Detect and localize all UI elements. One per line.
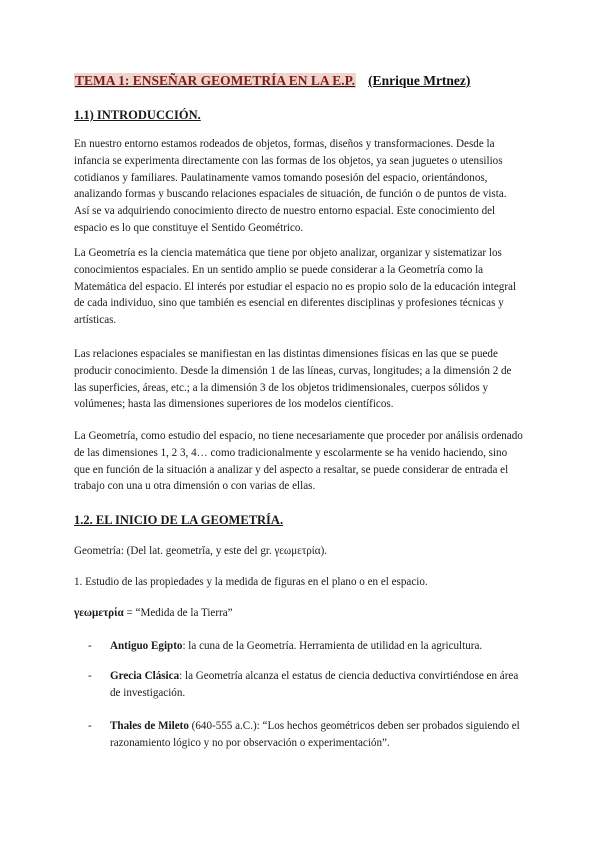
bullet-greece [110,668,530,702]
paragraph-3: Las relaciones espaciales se manifiestan en las distintas dimensiones físicas en las que se puede producir conocimiento. Desde la dimensión 1 de las líneas, curvas, longitudes; a la dimensión 2 de las superficies, áreas, etc.; a la dimensión 3 de los objetos tridimensionales, cuerpos sólidos y volúmenes; hasta las dimensiones superiores de los modelos científicos. [74,348,512,411]
bullet-rest: (640-555 a.C.): “Los hechos geométricos deben ser probados siguiendo el razonamiento lógico y no por observación o experimentación”. [110,720,520,749]
bullet-egypt [110,638,530,655]
bullet-dash: - [88,640,92,652]
bullet-term: Grecia Clásica [110,670,180,682]
geometry-definition: Geometría: (Del lat. geometrĭa, y este del gr. γεωμετρία). [74,545,328,557]
bullet-term: Antiguo Egipto [110,640,183,652]
geometry-meaning: 1. Estudio de las propiedades y la medida de figuras en el plano o en el espacio. [74,576,428,588]
paragraph-4: La Geometría, como estudio del espacio, no tiene necesariamente que proceder por análisis ordenado de las dimensiones 1, 2 3, 4… como tradicionalmente y escolarmente se ha venido haciendo, sino que en función de la situación a analizar y del aspecto a resaltar, se puede considerar de entrada el trabajo con una u otra dimensión o con varias de ellas. [74,430,523,493]
etymology-rest: = “Medida de la Tierra” [123,607,233,619]
section-1-heading: 1.1) INTRODUCCIÓN. [74,108,201,122]
etymology-term: γεωμετρία [74,607,124,619]
title-main: TEMA 1: ENSEÑAR GEOMETRÍA EN LA E.P. [75,73,356,88]
bullet-thales [110,718,530,752]
bullet-rest: : la Geometría alcanza el estatus de ciencia deductiva convirtiéndose en área de investigación. [110,670,519,699]
document-title [74,73,470,89]
paragraph-2: La Geometría es la ciencia matemática que tiene por objeto analizar, organizar y sistematizar los conocimientos espaciales. En un sentido amplio se puede considerar a la Geometría como la Matemática del espacio. El interés por estudiar el espacio no es propio solo de la educación integral de cada individuo, sino que también es esencial en diferentes disciplinas y profesiones técnicas y artísticas. [74,247,517,327]
bullet-dash: - [88,720,92,732]
paragraph-1: En nuestro entorno estamos rodeados de objetos, formas, diseños y transformaciones. Desde la infancia se experimenta directamente con las formas de los objetos, ya sean juguetes o utensilios cotidianos y familiares. Paulatinamente vamos tomando posesión del espacio, orientándonos, analizando formas y buscando relaciones espaciales de situación, de función o de puntos de vista. Así se va adquiriendo conocimiento directo de nuestro entorno espacial. Este conocimiento del espacio es lo que constituye el Sentido Geométrico. [74,138,507,234]
title-author: (Enrique Mrtnez) [368,73,471,88]
bullet-term: Thales de Mileto [110,720,189,732]
geometry-etymology [74,607,233,619]
bullet-dash: - [88,670,92,682]
section-2-heading: 1.2. EL INICIO DE LA GEOMETRÍA. [74,513,284,527]
bullet-rest: : la cuna de la Geometría. Herramienta de utilidad en la agricultura. [182,640,483,652]
